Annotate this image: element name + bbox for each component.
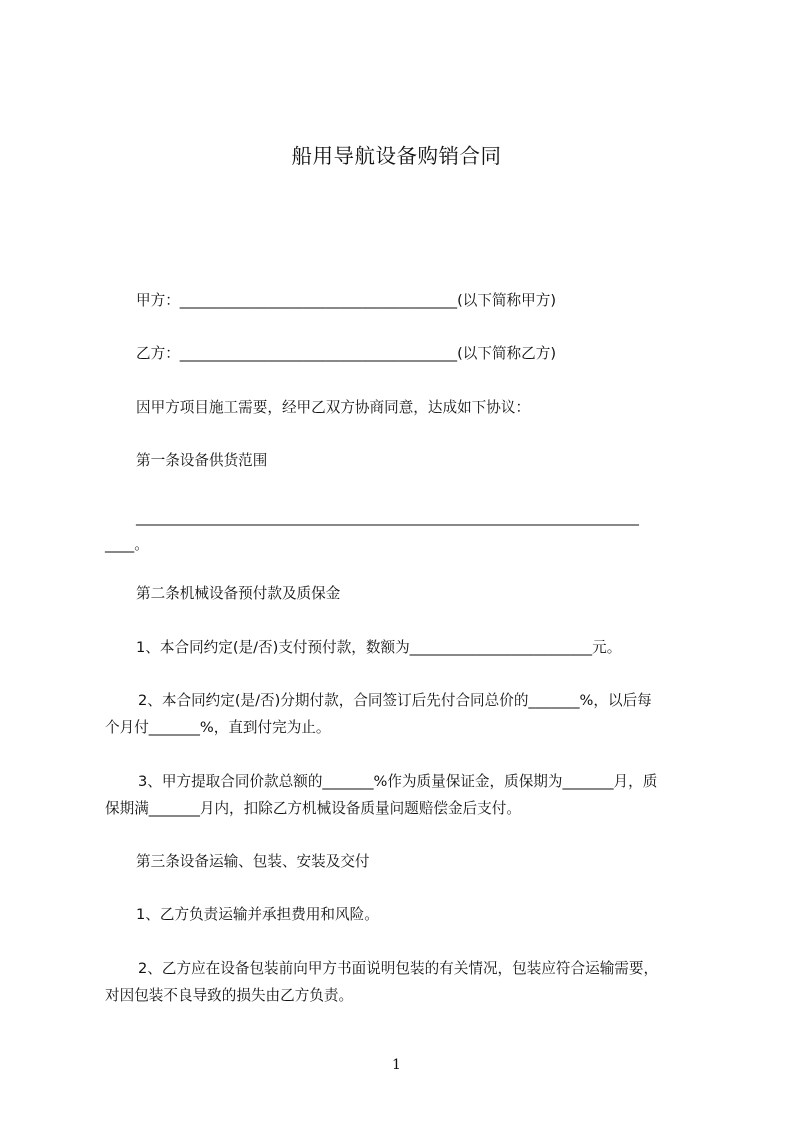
article3-item1: 1、乙方负责运输并承担费用和风险。	[136, 906, 379, 923]
article3-heading: 第三条设备运输、包装、安装及交付	[136, 853, 370, 870]
article2-item1: 1、本合同约定(是/否)支付预付款，数额为_________________________元。	[136, 639, 622, 656]
preamble-paragraph: 因甲方项目施工需要，经甲乙双方协商同意，达成如下协议：	[136, 399, 531, 416]
article1-heading: 第一条设备供货范围	[136, 452, 268, 469]
article3-item2-line1: 2、乙方应在设备包装前向甲方书面说明包装的有关情况，包装应符合运输需要，	[138, 960, 659, 977]
article3-item2-line2: 对因包装不良导致的损失由乙方负责。	[105, 987, 354, 1004]
article2-item2-line1: 2、本合同约定(是/否)分期付款，合同签订后先付合同总价的_______%，以后每	[138, 692, 652, 709]
article2-item3-line2: 保期满_______月内，扣除乙方机械设备质量问题赔偿金后支付。	[105, 800, 521, 817]
party-b-line: 乙方：______________________________________(以下简称乙方)	[136, 345, 557, 362]
article1-blank-line: ___________________________________________________________________________	[136, 509, 639, 526]
article2-item3-line1: 3、甲方提取合同价款总额的_______%作为质量保证金，质保期为_______月，质	[138, 773, 658, 790]
article1-blank-line-end: ____。	[105, 536, 149, 553]
party-a-line: 甲方：______________________________________(以下简称甲方)	[136, 292, 557, 309]
article2-heading: 第二条机械设备预付款及质保金	[136, 585, 341, 602]
article2-item2-line2: 个月付_______%，直到付完为止。	[105, 719, 331, 736]
page-number: 1	[392, 1057, 401, 1073]
document-title: 船用导航设备购销合同	[291, 144, 502, 168]
